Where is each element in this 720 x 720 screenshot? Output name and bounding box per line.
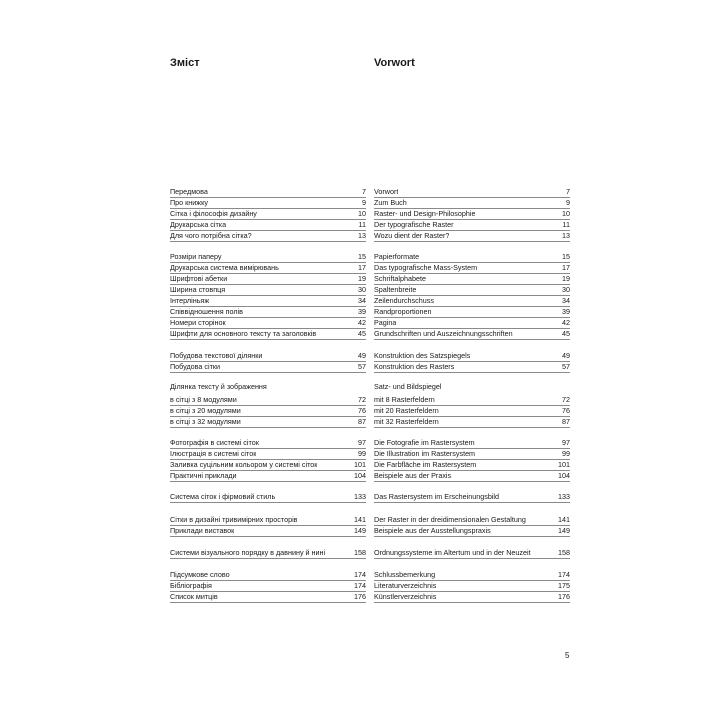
- toc-section-label: Ділянка тексту й зображення: [170, 382, 267, 391]
- toc-entry-title: Beispiele aus der Praxis: [374, 471, 452, 480]
- toc-entry: [170, 491, 366, 503]
- toc-entry-title: Zum Buch: [374, 198, 407, 207]
- toc-entry-page: 174: [354, 570, 366, 579]
- toc-entry-page: 42: [358, 318, 366, 327]
- toc-entry-title: Künstlerverzeichnis: [374, 592, 437, 601]
- toc-entry-title: Die Fotografie im Rastersystem: [374, 438, 475, 447]
- toc-entry-page: 175: [558, 581, 570, 590]
- toc-entry-title: mit 32 Rasterfeldern: [374, 417, 439, 426]
- toc-entry-page: 34: [562, 296, 570, 305]
- toc-entry-title: Для чого потрібна сітка?: [170, 231, 252, 240]
- toc-entry-title: Schlussbemerkung: [374, 570, 436, 579]
- toc-entry-title: Wozu dient der Raster?: [374, 231, 450, 240]
- toc-entry-title: Der typografische Raster: [374, 220, 454, 229]
- toc-entry: [374, 491, 570, 503]
- toc-entry-title: Сітка і філософія дизайну: [170, 209, 257, 218]
- toc-entry-page: 176: [354, 592, 366, 601]
- toc-entry-title: Практичні приклади: [170, 471, 237, 480]
- toc-entry-title: Ширина стовпця: [170, 285, 226, 294]
- toc-entry: [374, 525, 570, 537]
- toc-entry-page: 99: [562, 449, 570, 458]
- toc-entry: [374, 361, 570, 373]
- toc-entry-page: 10: [562, 209, 570, 218]
- toc-entry: [374, 591, 570, 603]
- toc-entry-title: Ordnungssysteme im Altertum und in der Neuzeit: [374, 548, 531, 557]
- toc-entry-page: 9: [362, 198, 366, 207]
- toc-entry: [170, 547, 366, 559]
- toc-entry-title: Підсумкове слово: [170, 570, 230, 579]
- toc-entry: [374, 470, 570, 482]
- toc-entry-page: 30: [358, 285, 366, 294]
- toc-entry-page: 72: [562, 395, 570, 404]
- toc-entry-title: Literaturverzeichnis: [374, 581, 437, 590]
- toc-entry-title: Das typografische Mass-System: [374, 263, 478, 272]
- toc-entry-page: 57: [358, 362, 366, 371]
- toc-entry-title: Системи візуального порядку в давнину й нині: [170, 548, 326, 557]
- toc-entry: [170, 591, 366, 603]
- toc-entry-title: Die Illustration im Rastersystem: [374, 449, 476, 458]
- toc-entry-title: Побудова текстової ділянки: [170, 351, 263, 360]
- toc-entry-title: Шрифти для основного тексту та заголовків: [170, 329, 317, 338]
- toc-entry-title: в сітці з 8 модулями: [170, 395, 237, 404]
- toc-entry-title: Der Raster in der dreidimensionalen Gestaltung: [374, 515, 526, 524]
- toc-entry: [170, 470, 366, 482]
- toc-entry-page: 45: [562, 329, 570, 338]
- toc-entry-title: Pagina: [374, 318, 397, 327]
- toc-entry-page: 30: [562, 285, 570, 294]
- toc-entry-title: Розміри паперу: [170, 252, 222, 261]
- toc-entry-page: 149: [558, 526, 570, 535]
- toc-entry-title: Співвідношення полів: [170, 307, 244, 316]
- toc-entry-page: 104: [558, 471, 570, 480]
- toc-entry-page: 176: [558, 592, 570, 601]
- toc-entry-title: Інтерліньяж: [170, 296, 210, 305]
- toc-entry-title: Список митців: [170, 592, 218, 601]
- toc-entry-title: Konstruktion des Rasters: [374, 362, 455, 371]
- toc-entry-page: 19: [562, 274, 570, 283]
- toc-entry-page: 15: [562, 252, 570, 261]
- toc-entry-title: Papierformate: [374, 252, 420, 261]
- toc-entry-title: Konstruktion des Satzspiegels: [374, 351, 471, 360]
- toc-entry-title: Die Farbfläche im Rastersystem: [374, 460, 477, 469]
- toc-entry-title: Ілюстрація в системі сіток: [170, 449, 257, 458]
- toc-entry-title: mit 20 Rasterfeldern: [374, 406, 439, 415]
- toc-entry-title: Система сіток і фірмовий стиль: [170, 492, 276, 501]
- toc-entry: [170, 361, 366, 373]
- toc-entry-page: 7: [362, 187, 366, 196]
- toc-entry-page: 39: [358, 307, 366, 316]
- toc-entry-page: 97: [562, 438, 570, 447]
- toc-entry-title: в сітці з 32 модулями: [170, 417, 241, 426]
- toc-entry-title: Zeilendurchschuss: [374, 296, 434, 305]
- toc-entry-page: 141: [354, 515, 366, 524]
- toc-entry-title: Spaltenbreite: [374, 285, 417, 294]
- toc-entry-page: 133: [354, 492, 366, 501]
- toc-entry: [374, 230, 570, 242]
- toc-entry-page: 87: [358, 417, 366, 426]
- toc-entry-page: 72: [358, 395, 366, 404]
- toc-entry-page: 11: [358, 220, 366, 229]
- toc-entry-title: Заливка суцільним кольором у системі сіток: [170, 460, 318, 469]
- toc-entry-page: 101: [354, 460, 366, 469]
- toc-entry-title: Друкарська сітка: [170, 220, 227, 229]
- toc-entry-page: 57: [562, 362, 570, 371]
- toc-entry-page: 158: [558, 548, 570, 557]
- toc-entry-title: Grundschriften und Auszeichnungsschriften: [374, 329, 513, 338]
- toc-entry-page: 104: [354, 471, 366, 480]
- toc-entry-page: 9: [566, 198, 570, 207]
- toc-entry-page: 133: [558, 492, 570, 501]
- toc-entry-page: 97: [358, 438, 366, 447]
- toc-entry-title: Beispiele aus der Ausstellungspraxis: [374, 526, 491, 535]
- toc-entry-page: 13: [562, 231, 570, 240]
- toc-entry-page: 141: [558, 515, 570, 524]
- toc-entry-title: Передмова: [170, 187, 208, 196]
- toc-entry-page: 42: [562, 318, 570, 327]
- toc-entry: [170, 525, 366, 537]
- toc-entry-page: 17: [358, 263, 366, 272]
- toc-entry: [374, 328, 570, 340]
- toc-entry-title: Randproportionen: [374, 307, 432, 316]
- toc-entry-page: 149: [354, 526, 366, 535]
- toc-entry-title: Vorwort: [374, 187, 399, 196]
- toc-entry-title: Schriftalphabete: [374, 274, 426, 283]
- toc-entry-title: Номери сторінок: [170, 318, 226, 327]
- toc-entry-page: 34: [358, 296, 366, 305]
- toc-entry: [170, 328, 366, 340]
- toc-heading: Vorwort: [374, 57, 415, 69]
- toc-entry-page: 174: [558, 570, 570, 579]
- toc-entry-title: Побудова сітки: [170, 362, 221, 371]
- toc-entry-page: 101: [558, 460, 570, 469]
- toc-entry-page: 49: [562, 351, 570, 360]
- toc-entry-page: 174: [354, 581, 366, 590]
- toc-entry-title: Про книжку: [170, 198, 208, 207]
- toc-entry-title: Raster- und Design-Philosophie: [374, 209, 476, 218]
- toc-entry-page: 15: [358, 252, 366, 261]
- toc-entry-title: Фотографія в системі сіток: [170, 438, 259, 447]
- toc-entry: [374, 547, 570, 559]
- toc-entry-page: 45: [358, 329, 366, 338]
- toc-entry: [374, 416, 570, 428]
- toc-entry-page: 76: [358, 406, 366, 415]
- toc-entry-title: Друкарська система вимірювань: [170, 263, 279, 272]
- toc-entry-page: 11: [562, 220, 570, 229]
- toc-entry-page: 76: [562, 406, 570, 415]
- toc-section-label: Satz- und Bildspiegel: [374, 382, 442, 391]
- toc-entry: [170, 416, 366, 428]
- toc-entry-page: 49: [358, 351, 366, 360]
- toc-heading: Зміст: [170, 57, 200, 69]
- toc-entry-title: Сітки в дизайні тривимірних просторів: [170, 515, 298, 524]
- toc-entry-page: 158: [354, 548, 366, 557]
- toc-entry-title: Бібліографія: [170, 581, 212, 590]
- toc-entry-page: 19: [358, 274, 366, 283]
- toc-entry-title: Das Rastersystem im Erscheinungsbild: [374, 492, 500, 501]
- toc-entry-page: 10: [358, 209, 366, 218]
- page-number: 5: [565, 651, 570, 660]
- toc-entry-page: 17: [562, 263, 570, 272]
- toc-entry-title: Приклади виставок: [170, 526, 235, 535]
- toc-entry-title: в сітці з 20 модулями: [170, 406, 241, 415]
- toc-entry-page: 7: [566, 187, 570, 196]
- toc-entry: [170, 230, 366, 242]
- toc-entry-page: 87: [562, 417, 570, 426]
- toc-entry-title: Шрифтові абетки: [170, 274, 228, 283]
- toc-entry-page: 99: [358, 449, 366, 458]
- toc-entry-title: mit 8 Rasterfeldern: [374, 395, 435, 404]
- toc-entry-page: 13: [358, 231, 366, 240]
- toc-entry-page: 39: [562, 307, 570, 316]
